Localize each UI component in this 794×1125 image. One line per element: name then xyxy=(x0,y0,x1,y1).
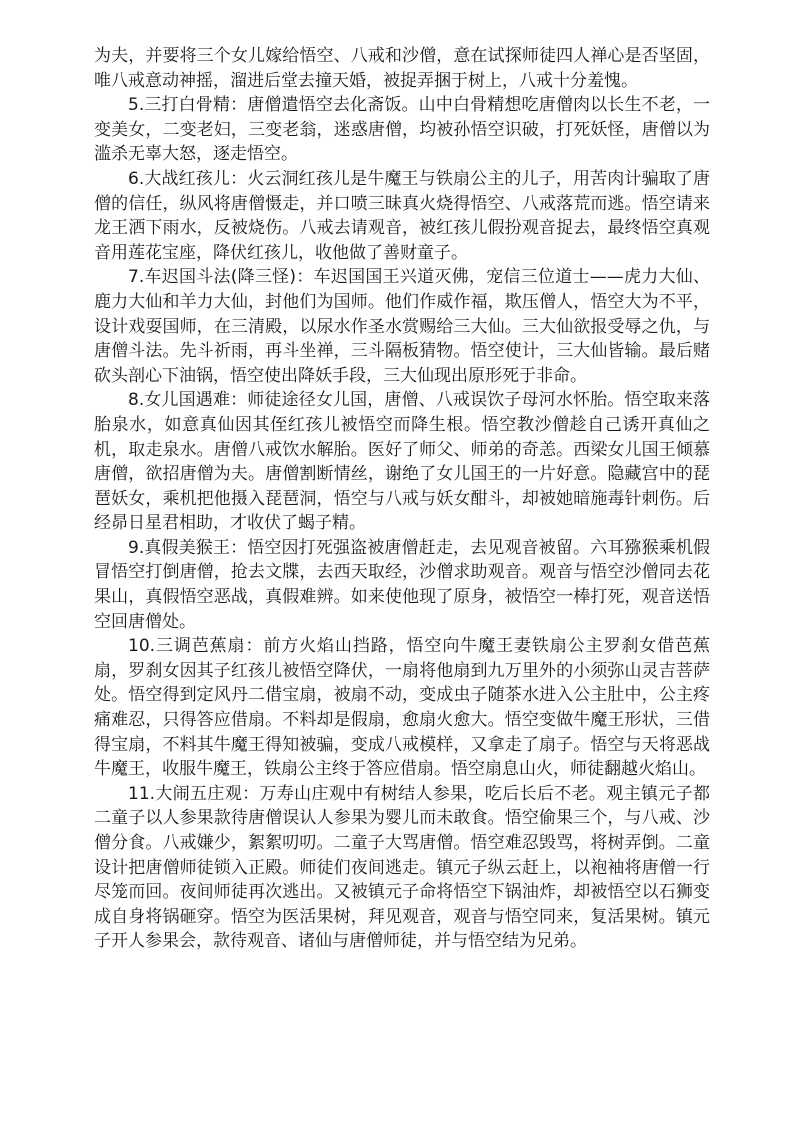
paragraph-intro-continuation: 为夫，并要将三个女儿嫁给悟空、八戒和沙僧，意在试探师徒四人禅心是否坚固，唯八戒意动神摇，溜进后堂去撞天婚，被捉弄捆于树上，八戒十分羞愧。 xyxy=(94,46,710,91)
document-page xyxy=(94,44,710,954)
paragraph-wuzhuang-temple: 11.大闹五庄观：万寿山庄观中有树结人参果，吃后长后不老。观主镇元子都二童子以人参果款待唐僧误认人参果为婴儿而未敢食。悟空偷果三个，与八戒、沙僧分食。八戒嫌少，絮絮叨叨。二童子大骂唐僧。悟空难忍毁骂，将树弄倒。二童设计把唐僧师徒锁入正殿。师徒们夜间逃走。镇元子纵云赶上，以袍袖将唐僧一行尽笼而回。夜间师徒再次逃出。又被镇元子命将悟空下锅油炸，却被悟空以石狮变成自身将锅砸穿。悟空为医活果树，拜见观音，观音与悟空同来，复活果树。镇元子开人参果会，款待观音、诸仙与唐僧师徒，并与悟空结为兄弟。 xyxy=(94,783,710,952)
paragraph-women-kingdom: 8.女儿国遇难：师徒途径女儿国，唐僧、八戒误饮子母河水怀胎。悟空取来落胎泉水，如意真仙因其侄红孩儿被悟空而降生根。悟空教沙僧趁自己诱开真仙之机，取走泉水。唐僧八戒饮水解胎。医好了师父、师弟的奇恙。西梁女儿国王倾慕唐僧，欲招唐僧为夫。唐僧割断情丝，谢绝了女儿国王的一片好意。隐藏宫中的琵琶妖女，乘机把他摄入琵琶洞，悟空与八戒与妖女酣斗，却被她暗施毒针刺伤。后经昴日星君相助，才收伏了蝎子精。 xyxy=(94,390,710,534)
paragraph-three-beatings-bone-demon: 5.三打白骨精：唐僧遣悟空去化斋饭。山中白骨精想吃唐僧肉以长生不老，一变美女，二变老妇，三变老翁，迷惑唐僧，均被孙悟空识破，打死妖怪，唐僧以为滥杀无辜大怒，逐走悟空。 xyxy=(94,95,710,165)
paragraph-true-false-monkey-king: 9.真假美猴王：悟空因打死强盗被唐僧赶走，去见观音被留。六耳猕猴乘机假冒悟空打倒唐僧，抢去文牒，去西天取经，沙僧求助观音。观音与悟空沙僧同去花果山，真假悟空恶战，真假难辨。如来使他现了原身，被悟空一棒打死，观音送悟空回唐僧处。 xyxy=(94,537,710,632)
paragraph-banana-fan: 10.三调芭蕉扇：前方火焰山挡路，悟空向牛魔王妻铁扇公主罗刹女借芭蕉扇，罗刹女因其子红孩儿被悟空降伏，一扇将他扇到九万里外的小须弥山灵吉菩萨处。悟空得到定风丹二借宝扇，被扇不动，变成虫子随茶水进入公主肚中，公主疼痛难忍，只得答应借扇。不料却是假扇，愈扇火愈大。悟空变做牛魔王形状，三借得宝扇，不料其牛魔王得知被骗，变成八戒模样，又拿走了扇子。悟空与天将恶战牛魔王，收服牛魔王，铁扇公主终于答应借扇。悟空扇息山火，师徒翻越火焰山。 xyxy=(94,636,710,780)
paragraph-red-boy-battle: 6.大战红孩儿：火云洞红孩儿是牛魔王与铁扇公主的儿子，用苦肉计骗取了唐僧的信任，纵风将唐僧慑走，并口喷三昧真火烧得悟空、八戒落荒而逃。悟空请来龙王洒下雨水，反被烧伤。八戒去请观音，被红孩儿假扮观音捉去，最终悟空真观音用莲花宝座，降伏红孩儿，收他做了善财童子。 xyxy=(94,168,710,263)
paragraph-chechi-kingdom-contest: 7.车迟国斗法(降三怪)：车迟国国王兴道灭佛，宠信三位道士——虎力大仙、鹿力大仙和羊力大仙，封他们为国师。他们作威作福，欺压僧人，悟空大为不平，设计戏耍国师，在三清殿，以尿水作圣水赏赐给三大仙。三大仙欲报受辱之仇，与唐僧斗法。先斗祈雨，再斗坐禅，三斗隔板猜物。悟空使计，三大仙皆输。最后赌砍头剖心下油锅，悟空使出降妖手段，三大仙现出原形死于非命。 xyxy=(94,267,710,386)
